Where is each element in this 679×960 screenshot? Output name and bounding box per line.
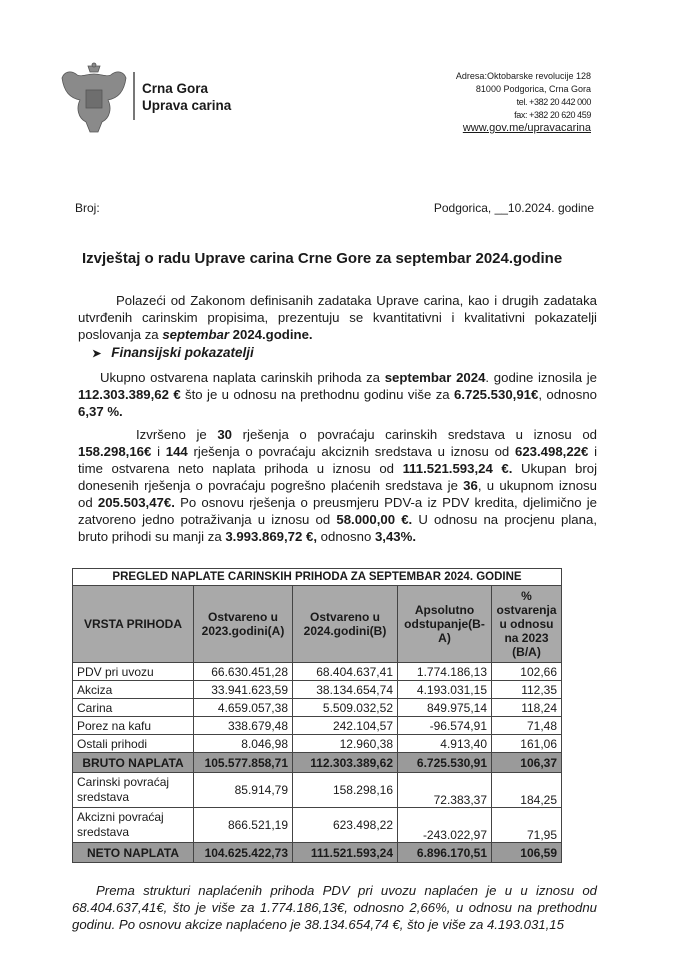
cell-value: 68.404.637,41 xyxy=(293,663,398,681)
org-line1: Crna Gora xyxy=(142,81,209,96)
text-segment: Po osnovu rješenja o preusmjeru PDV-a iz PDV kredita, djelimično je zatvoreno jedno potraživanja u iznosu od xyxy=(78,495,597,527)
cell-value: 105.577.858,71 xyxy=(194,753,293,773)
cell-value: 71,95 xyxy=(492,808,562,843)
text-segment: 36 xyxy=(463,478,478,493)
revenue-table xyxy=(72,568,562,863)
text-segment: , u ukupnom iznosu od xyxy=(78,478,597,510)
text-segment: 58.000,00 €. xyxy=(336,512,413,527)
cell-value: -96.574,91 xyxy=(398,717,492,735)
cell-value: 66.630.451,28 xyxy=(194,663,293,681)
cell-value: 5.509.032,52 xyxy=(293,699,398,717)
text-segment: 111.521.593,24 €. xyxy=(402,461,513,476)
column-header: Apsolutno odstupanje(B-A) xyxy=(398,586,492,663)
text-segment: 3,43%. xyxy=(374,529,417,544)
header-divider xyxy=(133,72,135,120)
table-title: PREGLED NAPLATE CARINSKIH PRIHODA ZA SEPTEMBAR 2024. GODINE xyxy=(73,569,562,586)
text-segment: Izvršeno je xyxy=(136,427,218,442)
cell-value: 866.521,19 xyxy=(194,808,293,843)
cell-value: 4.659.057,38 xyxy=(194,699,293,717)
text-segment: 144 xyxy=(165,444,188,459)
text-segment: rješenja o povraćaju carinskih sredstava u iznosu od xyxy=(232,427,597,442)
cell-value: 158.298,16 xyxy=(293,773,398,808)
neto-total-row xyxy=(73,843,562,863)
section-heading-text: Finansijski pokazatelji xyxy=(111,345,254,360)
date-line: Podgorica, __10.2024. godine xyxy=(433,201,594,215)
cell-value: 1.774.186,13 xyxy=(398,663,492,681)
cell-value: 71,48 xyxy=(492,717,562,735)
text-segment: Polazeći od Zakonom definisanih zadataka Uprave carina, kao i drugih zadataka utvrđenih carinskim propisima, prezentuju se kvantitativni i kvalitativni pokazatelji poslovanja za xyxy=(78,293,597,342)
cell-value: 112,35 xyxy=(492,681,562,699)
cell-value: 161,06 xyxy=(492,735,562,753)
section-heading xyxy=(92,345,254,360)
text-segment: 112.303.389,62 € xyxy=(78,387,181,402)
row-label: Akcizni povraćaj sredstava xyxy=(73,808,194,843)
cell-value: 338.679,48 xyxy=(194,717,293,735)
structure-paragraph xyxy=(72,882,597,933)
text-segment: što je u odnosu na prethodnu godinu više za xyxy=(180,387,454,402)
cell-value: 106,37 xyxy=(492,753,562,773)
text-segment: i time ostvarena neto naplata prihoda u iznosu od xyxy=(78,444,598,476)
text-segment: septembar xyxy=(162,327,230,342)
text-segment: rješenja o povraćaju akciznih sredstava u iznosu od xyxy=(187,444,515,459)
column-header: VRSTA PRIHODA xyxy=(73,586,194,663)
text-segment: 2024.godine. xyxy=(229,327,313,342)
column-header: Ostvareno u 2024.godini(B) xyxy=(293,586,398,663)
arrow-bullet-icon: ➤ xyxy=(92,348,102,360)
row-label: NETO NAPLATA xyxy=(73,843,194,863)
text-segment: Ukupno ostvarena naplata carinskih prihoda za xyxy=(100,370,385,385)
table-row xyxy=(73,663,562,681)
text-segment: 623.498,22€ xyxy=(515,444,589,459)
text-segment: . godine iznosila je xyxy=(485,370,597,385)
text-segment: 6,37 %. xyxy=(78,404,123,419)
cell-value: 6.725.530,91 xyxy=(398,753,492,773)
revenue-paragraph xyxy=(78,369,597,420)
text-segment: 30 xyxy=(217,427,233,442)
row-label: Akciza xyxy=(73,681,194,699)
organization-name xyxy=(142,80,231,114)
cell-value: 111.521.593,24 xyxy=(293,843,398,863)
text-segment: Prema strukturi naplaćenih prihoda PDV pri uvozu naplaćen je u u iznosu od 68.404.637,41€, što je više za 1.774.186,13€, odnosno 2,66%, u odnosu na prethodnu godinu. Po osnovu akcize naplaćeno je 38.134.654,74 €, što je više za 4.193.031,15 xyxy=(72,883,597,932)
refund-row xyxy=(73,808,562,843)
cell-value: 106,59 xyxy=(492,843,562,863)
row-label: Carinski povraćaj sredstava xyxy=(73,773,194,808)
refund-row xyxy=(73,773,562,808)
table-row xyxy=(73,735,562,753)
cell-value: 104.625.422,73 xyxy=(194,843,293,863)
column-header: % ostvarenja u odnosu na 2023 (B/A) xyxy=(492,586,562,663)
website-link[interactable]: www.gov.me/upravacarina xyxy=(462,122,591,134)
row-label: PDV pri uvozu xyxy=(73,663,194,681)
cell-value: 38.134.654,74 xyxy=(293,681,398,699)
cell-value: 4.913,40 xyxy=(398,735,492,753)
bruto-total-row xyxy=(73,753,562,773)
row-label: Porez na kafu xyxy=(73,717,194,735)
text-segment: , odnosno xyxy=(538,387,597,402)
text-segment: 158.298,16€ xyxy=(78,444,152,459)
text-segment: odnosno xyxy=(317,529,375,544)
cell-value: 8.046,98 xyxy=(194,735,293,753)
text-segment: 6.725.530,91€ xyxy=(454,387,539,402)
cell-value: 849.975,14 xyxy=(398,699,492,717)
cell-value: 85.914,79 xyxy=(194,773,293,808)
document-title: Izvještaj o radu Uprave carina Crne Gore za septembar 2024.godine xyxy=(82,250,563,267)
city: 81000 Podgorica, Crna Gora xyxy=(475,84,591,94)
cell-value: 184,25 xyxy=(492,773,562,808)
text-segment: i xyxy=(151,444,166,459)
address: Adresa:Oktobarske revolucije 128 xyxy=(455,71,591,81)
text-segment: septembar 2024 xyxy=(384,370,486,385)
text-segment: U odnosu na procjenu plana, bruto prihodi su manji za xyxy=(78,512,597,544)
refund-paragraph xyxy=(78,426,597,545)
cell-value: -243.022,97 xyxy=(398,808,492,843)
cell-value: 4.193.031,15 xyxy=(398,681,492,699)
column-header: Ostvareno u 2023.godini(A) xyxy=(194,586,293,663)
row-label: Carina xyxy=(73,699,194,717)
cell-value: 12.960,38 xyxy=(293,735,398,753)
fax: fax: +382 20 620 459 xyxy=(514,110,591,120)
org-line2: Uprava carina xyxy=(142,98,232,113)
intro-paragraph xyxy=(78,292,597,343)
row-label: BRUTO NAPLATA xyxy=(73,753,194,773)
table-row xyxy=(73,717,562,735)
text-segment: 205.503,47€. xyxy=(97,495,175,510)
table-row xyxy=(73,699,562,717)
cell-value: 242.104,57 xyxy=(293,717,398,735)
row-label: Ostali prihodi xyxy=(73,735,194,753)
telephone: tel. +382 20 442 000 xyxy=(516,97,591,107)
cell-value: 33.941.623,59 xyxy=(194,681,293,699)
cell-value: 6.896.170,51 xyxy=(398,843,492,863)
cell-value: 112.303.389,62 xyxy=(293,753,398,773)
cell-value: 623.498,22 xyxy=(293,808,398,843)
table-row xyxy=(73,681,562,699)
reference-number: Broj: xyxy=(75,201,100,215)
cell-value: 118,24 xyxy=(492,699,562,717)
text-segment: Ukupan broj donesenih rješenja o povraćaju pogrešno plaćenih sredstava je xyxy=(78,461,598,493)
cell-value: 102,66 xyxy=(492,663,562,681)
cell-value: 72.383,37 xyxy=(398,773,492,808)
text-segment: 3.993.869,72 €, xyxy=(225,529,318,544)
coat-of-arms-logo xyxy=(58,62,130,134)
contact-block xyxy=(447,70,591,135)
